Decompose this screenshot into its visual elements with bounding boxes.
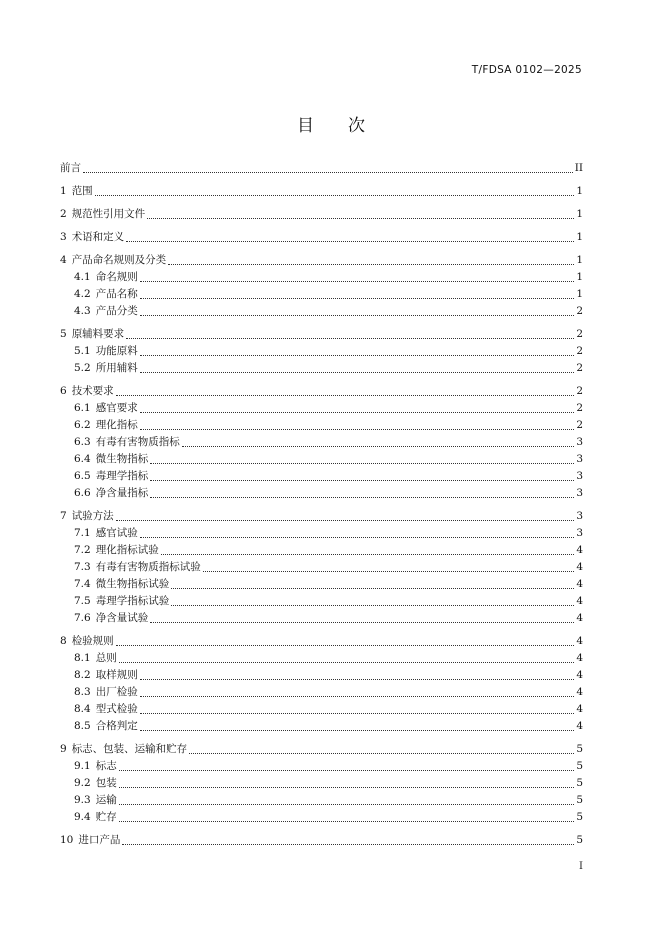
toc-entry-title: 试验方法 [71,510,114,522]
dot-leader [140,371,575,373]
toc-entry-title: 技术要求 [71,385,114,397]
toc-entry-page: 4 [576,652,583,664]
toc-entry-number: 7.3 [74,561,91,573]
toc-entry-page: 3 [576,453,583,465]
toc-entry-number: 6.4 [74,453,91,465]
toc-entry-number: 8.3 [74,686,91,698]
toc-entry[interactable] [60,183,583,200]
toc-entry-page: 5 [576,743,583,755]
dot-leader [95,194,575,196]
dot-leader [150,496,574,498]
toc-entry-title: 产品名称 [95,288,138,300]
toc-entry-title: 净含量指标 [95,487,149,499]
dot-leader [83,171,573,173]
dot-leader [140,280,575,282]
toc-entry-page: 5 [576,834,583,846]
dot-leader [140,314,575,316]
toc-entry-number: 9.4 [74,811,91,823]
toc-subentry[interactable] [60,576,583,593]
toc-entry[interactable] [60,326,583,343]
toc-entry-page: 4 [576,720,583,732]
toc-entry-number: 3 [60,231,67,243]
toc-entry-number: 6 [60,385,67,397]
dot-leader [168,263,574,265]
dot-leader [147,217,574,219]
toc-entry-page: 3 [576,487,583,499]
toc-entry-title: 取样规则 [95,669,138,681]
toc-entry-page: 2 [576,345,583,357]
toc-entry-title: 感官试验 [95,527,138,539]
toc-entry-number: 9 [60,743,67,755]
toc-entry-title: 理化指标试验 [95,544,159,556]
toc-subentry[interactable] [60,775,583,792]
toc-entry-number: 8.1 [74,652,91,664]
toc-entry-page: 1 [576,208,583,220]
toc-entry-page: 3 [576,436,583,448]
dot-leader [140,536,575,538]
dot-leader [116,394,575,396]
toc-entry-title: 规范性引用文件 [71,208,146,220]
toc-entry-page: 1 [576,231,583,243]
toc-entry-number: 6.1 [74,402,91,414]
toc-subentry[interactable] [60,610,583,627]
dot-leader [119,803,575,805]
dot-leader [116,644,575,646]
page-title: 目 次 [297,116,365,136]
toc-subentry[interactable] [60,809,583,826]
toc-subentry[interactable] [60,400,583,417]
toc-entry[interactable] [60,383,583,400]
toc-entry-page: 4 [576,686,583,698]
toc-entry-title: 命名规则 [95,271,138,283]
toc-entry-page: 1 [576,254,583,266]
document-code: T/FDSA 0102—2025 [471,64,582,76]
dot-leader [126,337,574,339]
toc-subentry[interactable] [60,650,583,667]
dot-leader [150,462,574,464]
toc-entry-number: 7.5 [74,595,91,607]
toc-entry-number: 5.1 [74,345,91,357]
toc-entry-title: 有毒有害物质指标试验 [95,561,201,573]
toc-subentry[interactable] [60,593,583,610]
toc-entry-title: 毒理学指标 [95,470,149,482]
toc-entry-number: 7.4 [74,578,91,590]
toc-subentry[interactable] [60,718,583,735]
toc-entry-page: 1 [576,271,583,283]
toc-entry-title: 净含量试验 [95,612,149,624]
toc-entry-title: 产品分类 [95,305,138,317]
toc-entry-number: 4.2 [74,288,91,300]
toc-subentry[interactable] [60,451,583,468]
toc-entry-page: 1 [576,288,583,300]
dot-leader [189,752,574,754]
toc-subentry[interactable] [60,559,583,576]
toc-entry-number: 2 [60,208,67,220]
toc-entry-title: 理化指标 [95,419,138,431]
toc-entry-title: 包装 [95,777,117,789]
toc-entry-title: 总则 [95,652,117,664]
dot-leader [116,519,575,521]
dot-leader [140,712,575,714]
toc-entry-page: 4 [576,595,583,607]
dot-leader [171,604,574,606]
toc-subentry[interactable] [60,286,583,303]
toc-entry-page: 4 [576,578,583,590]
toc-subentry[interactable] [60,701,583,718]
dot-leader [182,445,575,447]
toc-entry[interactable] [60,633,583,650]
toc-entry[interactable] [60,206,583,223]
toc-subentry[interactable] [60,269,583,286]
toc-entry-page: 4 [576,561,583,573]
toc-entry-number: 8.2 [74,669,91,681]
toc-subentry[interactable] [60,417,583,434]
toc-entry-page: 2 [576,328,583,340]
toc-entry-number: 9.2 [74,777,91,789]
dot-leader [140,695,575,697]
dot-leader [119,820,575,822]
toc-entry-title: 原辅料要求 [71,328,125,340]
toc-entry-number: 6.6 [74,487,91,499]
toc-entry-page: 4 [576,544,583,556]
toc-subentry[interactable] [60,485,583,502]
toc-entry-title: 毒理学指标试验 [95,595,170,607]
toc-entry-page: 2 [576,305,583,317]
toc-entry-title: 功能原料 [95,345,138,357]
dot-leader [122,843,574,845]
toc-entry-title: 感官要求 [95,402,138,414]
dot-leader [140,354,575,356]
toc-entry[interactable] [60,508,583,525]
toc-entry-number: 10 [60,834,74,846]
toc-subentry[interactable] [60,360,583,377]
toc-subentry[interactable] [60,343,583,360]
toc-entry-number: 8.4 [74,703,91,715]
toc-entry-page: 2 [576,385,583,397]
toc-entry-page: 4 [576,669,583,681]
toc-entry-page: 4 [576,612,583,624]
toc-entry-number: 5.2 [74,362,91,374]
toc-entry[interactable] [60,252,583,269]
toc-entry-number: 9.1 [74,760,91,772]
toc-entry-page: 4 [576,703,583,715]
toc-entry-page: 2 [576,362,583,374]
toc-entry-title: 标志 [95,760,117,772]
toc-entry-page: 5 [576,811,583,823]
dot-leader [140,428,575,430]
dot-leader [119,786,575,788]
toc-subentry[interactable] [60,667,583,684]
toc-entry-page: II [574,162,583,174]
toc-entry-title: 产品命名规则及分类 [71,254,167,266]
toc-entry-title: 所用辅料 [95,362,138,374]
dot-leader [140,411,575,413]
toc-entry-number: 6.5 [74,470,91,482]
toc-subentry[interactable] [60,303,583,320]
toc-entry-title: 术语和定义 [71,231,125,243]
toc-subentry[interactable] [60,525,583,542]
dot-leader [119,769,575,771]
toc-entry-number: 1 [60,185,67,197]
toc-entry-number: 6.3 [74,436,91,448]
toc-entry-number: 7.1 [74,527,91,539]
toc-entry[interactable] [60,832,583,849]
dot-leader [171,587,574,589]
toc-entry-title: 微生物指标试验 [95,578,170,590]
toc-subentry[interactable] [60,434,583,451]
toc-entry[interactable] [60,160,583,177]
dot-leader [161,553,575,555]
toc-entry[interactable] [60,229,583,246]
dot-leader [203,570,575,572]
toc-entry-title: 进口产品 [78,834,121,846]
dot-leader [140,729,575,731]
dot-leader [140,678,575,680]
dot-leader [150,621,574,623]
toc-entry-number: 8.5 [74,720,91,732]
toc-entry-number: 4.3 [74,305,91,317]
toc-entry-title: 出厂检验 [95,686,138,698]
dot-leader [126,240,574,242]
toc-entry-page: 1 [576,185,583,197]
toc-entry-title: 运输 [95,794,117,806]
toc-entry-title: 检验规则 [71,635,114,647]
toc-entry-number: 7.2 [74,544,91,556]
toc-subentry[interactable] [60,468,583,485]
toc-entry[interactable] [60,741,583,758]
dot-leader [150,479,574,481]
toc-entry-title: 范围 [71,185,93,197]
toc-entry-number: 9.3 [74,794,91,806]
toc-entry-page: 2 [576,402,583,414]
toc-entry-title: 微生物指标 [95,453,149,465]
toc-entry-page: 2 [576,419,583,431]
toc-entry-number: 7 [60,510,67,522]
toc-entry-title: 合格判定 [95,720,138,732]
toc-entry-page: 4 [576,635,583,647]
toc-entry-page: 3 [576,527,583,539]
toc-entry-number: 4.1 [74,271,91,283]
toc-entry-title: 标志、包装、运输和贮存 [71,743,188,755]
toc-subentry[interactable] [60,542,583,559]
toc-subentry[interactable] [60,792,583,809]
dot-leader [119,661,575,663]
toc-entry-title: 有毒有害物质指标 [95,436,180,448]
toc-subentry[interactable] [60,758,583,775]
table-of-contents [60,160,583,849]
toc-entry-number: 5 [60,328,67,340]
toc-entry-page: 5 [576,794,583,806]
toc-entry-page: 5 [576,777,583,789]
toc-entry-number: 8 [60,635,67,647]
toc-subentry[interactable] [60,684,583,701]
toc-entry-title: 贮存 [95,811,117,823]
toc-entry-number: 6.2 [74,419,91,431]
dot-leader [140,297,575,299]
toc-entry-number: 7.6 [74,612,91,624]
page-number: I [579,861,583,872]
toc-entry-title: 前言 [60,162,81,174]
toc-entry-number: 4 [60,254,67,266]
toc-entry-page: 3 [576,470,583,482]
toc-entry-page: 3 [576,510,583,522]
toc-entry-title: 型式检验 [95,703,138,715]
toc-entry-page: 5 [576,760,583,772]
